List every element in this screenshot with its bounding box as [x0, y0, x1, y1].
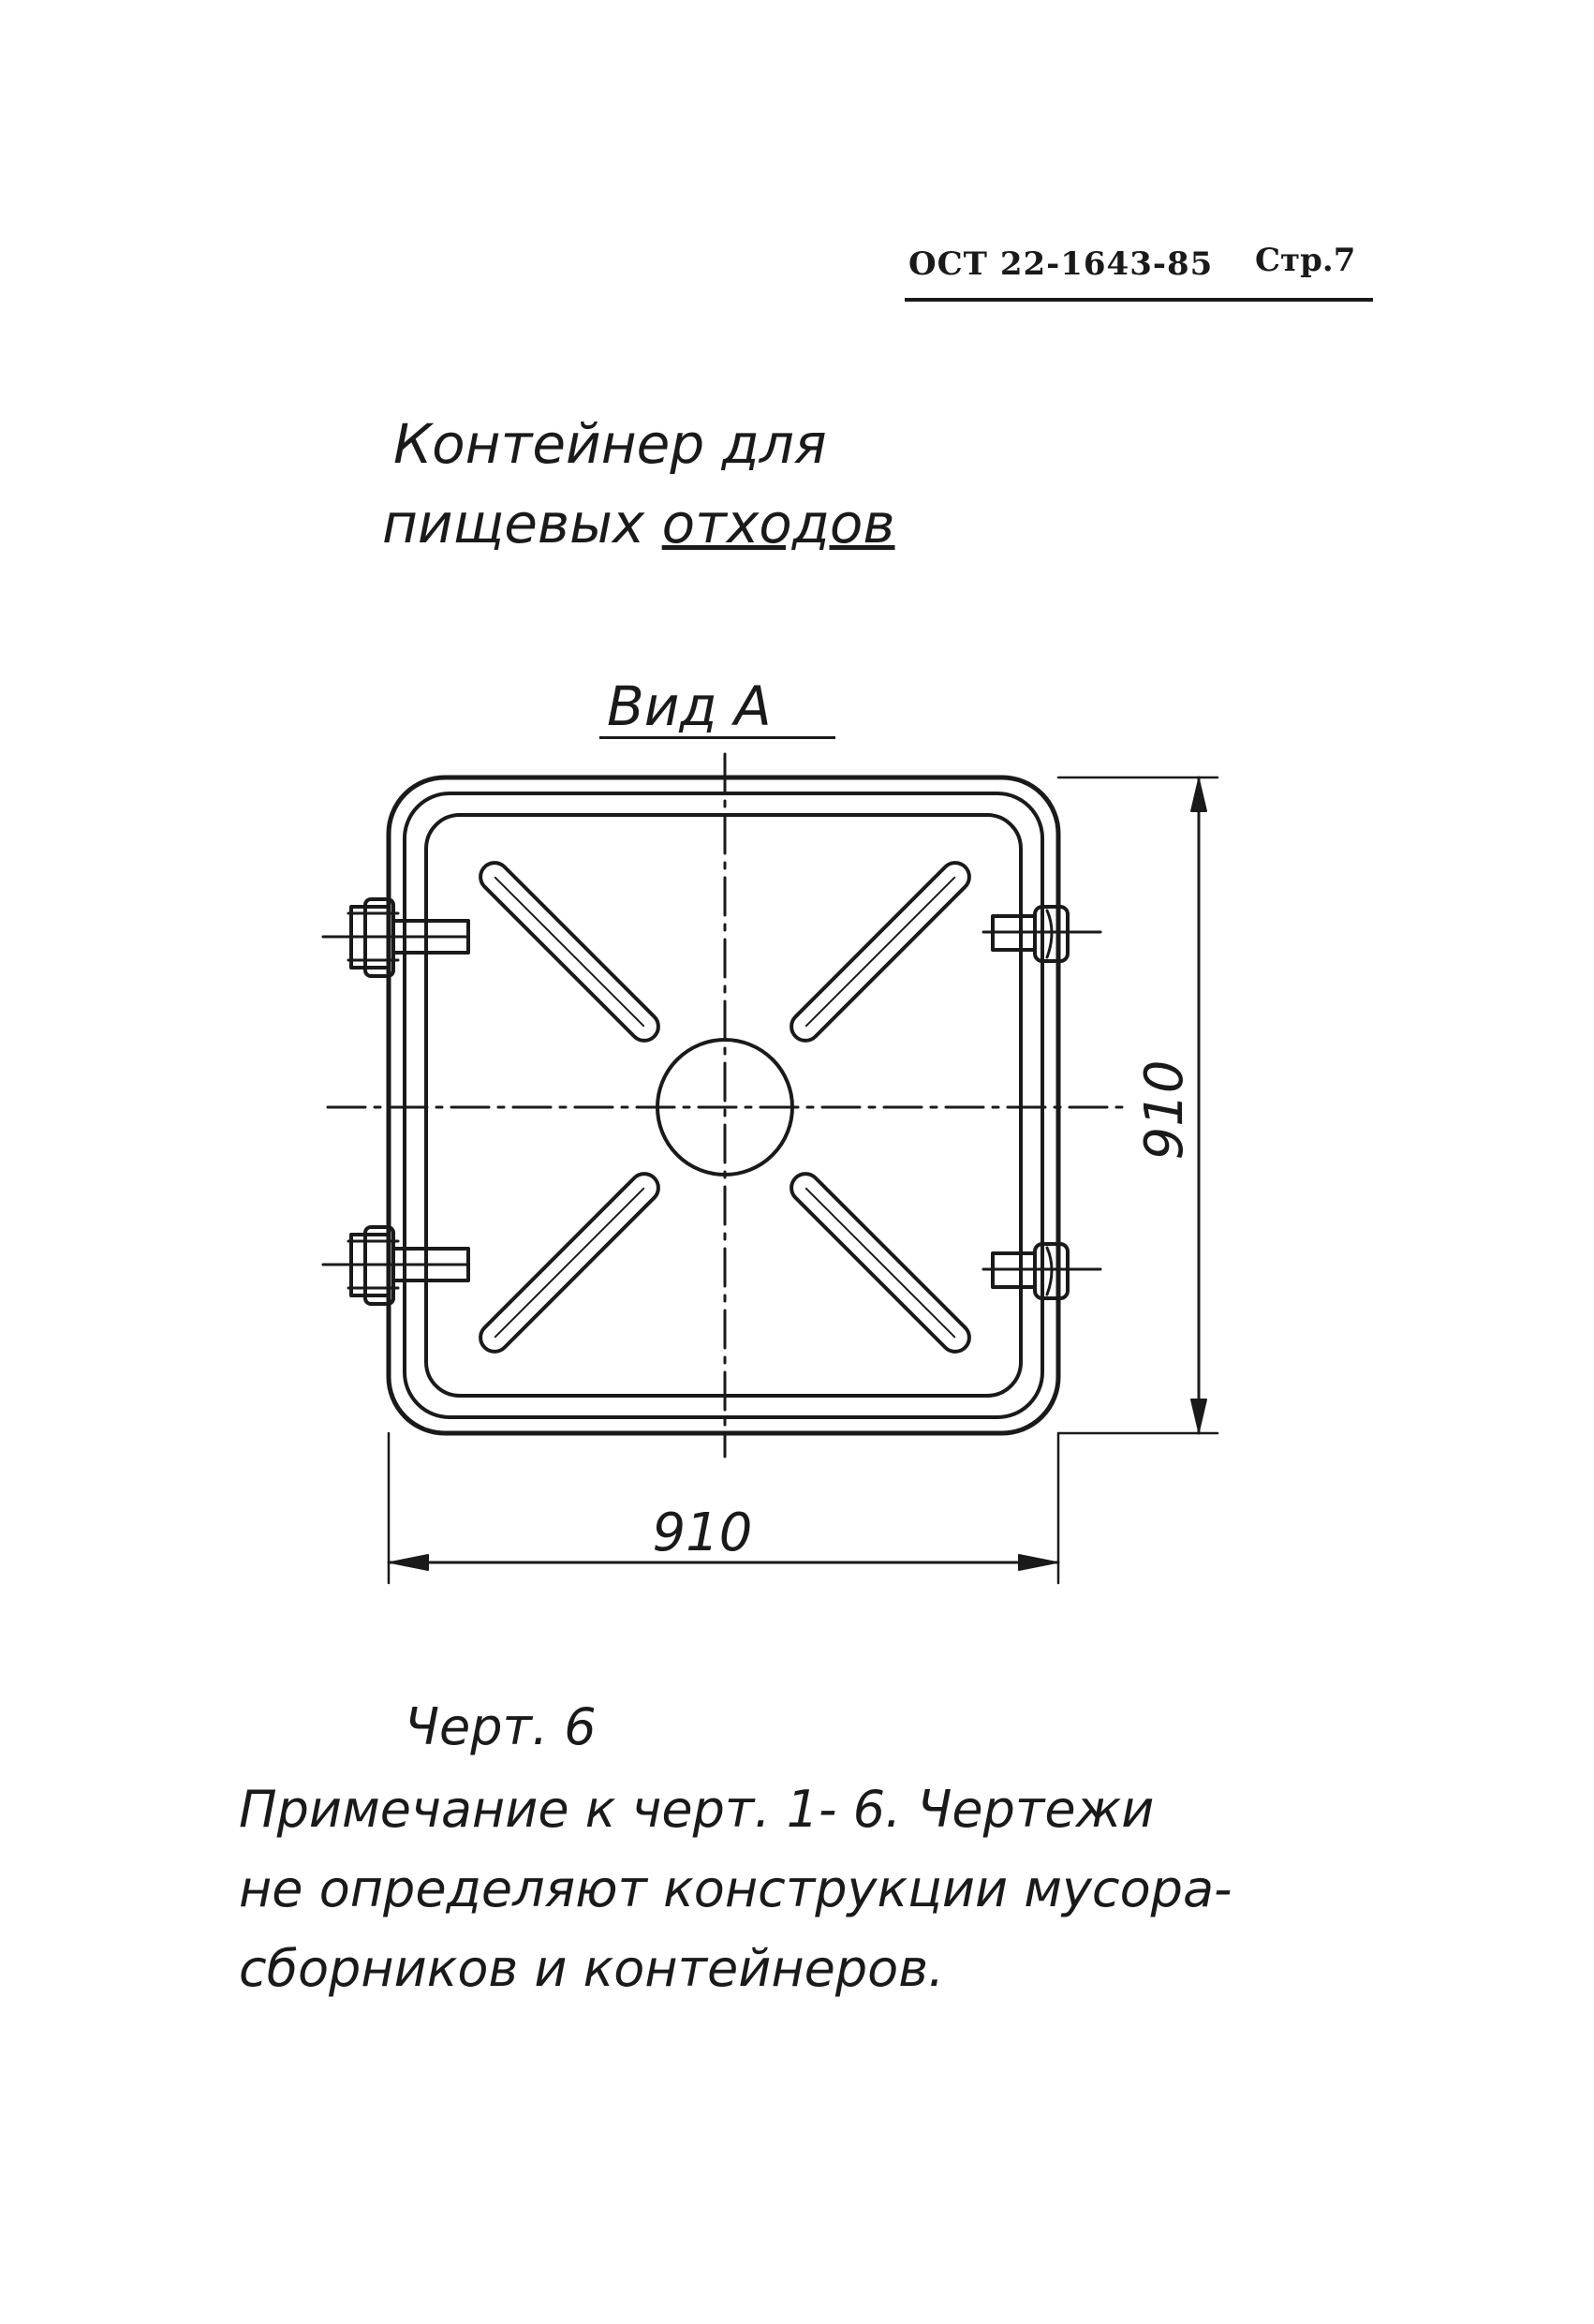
rib-bottom-left [475, 1168, 664, 1357]
title-line-1: Контейнер для [393, 412, 827, 476]
width-dimension-label: 910 [652, 1502, 753, 1563]
note-line-3: сборников и контейнеров. [239, 1939, 945, 1998]
figure-caption: Черт. 6 [405, 1697, 597, 1756]
left-hinge-top [323, 899, 468, 976]
note-line-2: не определяют конструкции мусора- [239, 1859, 1232, 1918]
page-number: Стр.7 [1255, 242, 1356, 279]
note-line-1: Примечание к черт. 1- 6. Чертежи [239, 1780, 1155, 1839]
rib-top-right [786, 857, 975, 1046]
left-hinge-bottom [323, 1227, 468, 1304]
rib-top-left [475, 857, 664, 1046]
document-code: ОСТ 22-1643-85 [908, 245, 1214, 283]
title-line-2-underlined: отходов [661, 492, 895, 555]
height-dimension-label: 910 [1134, 1059, 1195, 1161]
title-line-2-main: пищевых [382, 492, 662, 555]
rib-bottom-right [786, 1168, 975, 1357]
view-label: Вид А [607, 674, 772, 738]
